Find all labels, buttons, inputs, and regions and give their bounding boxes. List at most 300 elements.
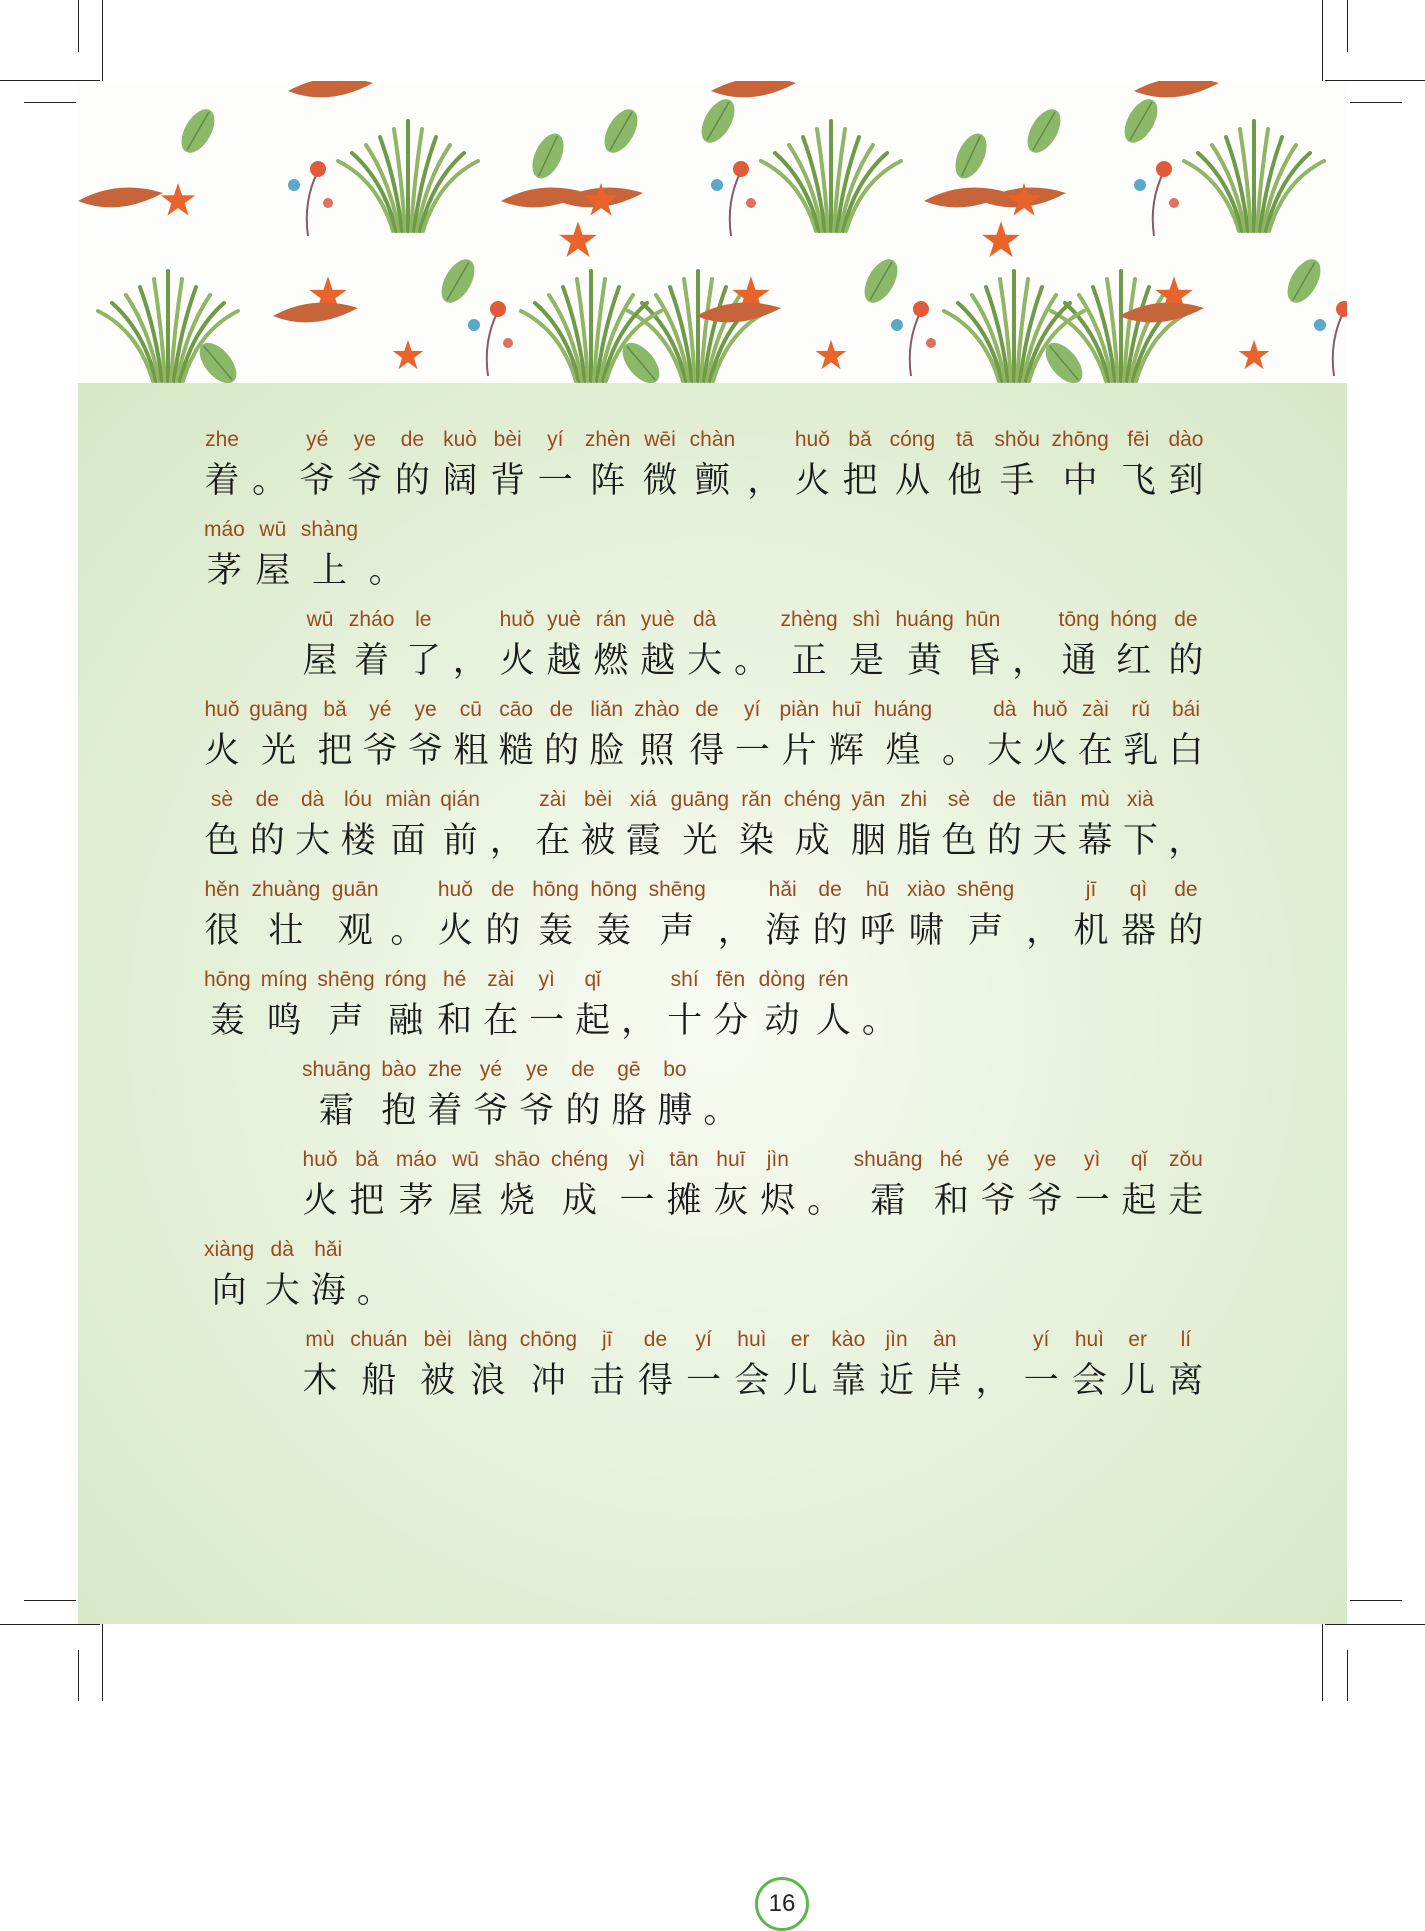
character-with-pinyin xyxy=(611,1057,647,1133)
blue-flower-icon xyxy=(1314,319,1326,331)
character-with-pinyin xyxy=(947,427,983,503)
hanzi: 胳 xyxy=(611,1091,647,1131)
character-with-pinyin xyxy=(734,697,770,773)
character-with-pinyin xyxy=(575,967,611,1043)
hanzi: 被 xyxy=(580,821,616,861)
character-with-pinyin xyxy=(261,967,308,1043)
pinyin: hōng xyxy=(204,968,251,991)
hanzi: 下 xyxy=(1122,821,1158,861)
character-with-pinyin xyxy=(1026,877,1062,953)
character-with-pinyin xyxy=(593,607,629,683)
character-with-pinyin xyxy=(1073,877,1109,953)
pinyin: bo xyxy=(663,1058,687,1081)
hanzi: 着 xyxy=(427,1091,463,1131)
red-flower-icon xyxy=(733,161,749,177)
hanzi: 阔 xyxy=(442,461,478,501)
character-with-pinyin xyxy=(448,1147,484,1223)
pinyin: huǒ xyxy=(1032,698,1068,721)
character-with-pinyin xyxy=(1032,697,1068,773)
hanzi: 中 xyxy=(1062,461,1098,501)
character-with-pinyin xyxy=(780,607,837,683)
pinyin: huáng xyxy=(895,608,954,631)
hanzi: 融 xyxy=(388,1001,424,1041)
text-line xyxy=(302,607,1204,683)
pinyin: shēng xyxy=(317,968,375,991)
pinyin: cāo xyxy=(499,698,534,721)
character-with-pinyin xyxy=(204,517,245,593)
character-with-pinyin xyxy=(830,1327,866,1403)
hanzi: ， xyxy=(1012,641,1048,681)
hanzi: 啸 xyxy=(908,911,944,951)
fallen-leaf-icon xyxy=(78,188,163,208)
character-with-pinyin xyxy=(390,877,426,953)
hanzi: 通 xyxy=(1061,641,1097,681)
character-with-pinyin xyxy=(1168,787,1204,863)
hanzi: 大 xyxy=(987,731,1023,771)
hanzi: 火 xyxy=(499,641,535,681)
hanzi: 光 xyxy=(260,731,296,771)
pinyin: lí xyxy=(1180,1328,1192,1351)
character-with-pinyin xyxy=(520,1327,577,1403)
maple-leaf-icon xyxy=(393,340,424,369)
hanzi: 烬 xyxy=(760,1181,796,1221)
character-with-pinyin xyxy=(394,427,430,503)
red-flower-icon xyxy=(1156,161,1172,177)
character-with-pinyin xyxy=(1052,427,1109,503)
pinyin: shēng xyxy=(956,878,1015,901)
character-with-pinyin xyxy=(760,1147,796,1223)
hanzi: 和 xyxy=(933,1181,969,1221)
flower-stem xyxy=(730,171,741,236)
blue-flower-icon xyxy=(1134,179,1146,191)
character-with-pinyin xyxy=(625,787,661,863)
hanzi: 爷 xyxy=(362,731,398,771)
hanzi: 爷 xyxy=(980,1181,1016,1221)
pinyin: huī xyxy=(831,698,862,721)
character-with-pinyin xyxy=(879,1327,915,1403)
pinyin: huǒ xyxy=(204,698,240,721)
character-with-pinyin xyxy=(302,1327,338,1403)
character-with-pinyin xyxy=(485,877,521,953)
fallen-leaf-icon xyxy=(711,81,796,97)
crop-mark xyxy=(24,102,76,103)
hanzi: 。 xyxy=(861,1001,897,1041)
pinyin: chōng xyxy=(519,1328,578,1351)
character-with-pinyin xyxy=(204,877,240,953)
character-with-pinyin xyxy=(1168,607,1204,683)
character-with-pinyin xyxy=(942,697,978,773)
flower-stem xyxy=(1333,311,1344,376)
hanzi: 的 xyxy=(1168,911,1204,951)
character-with-pinyin xyxy=(861,967,897,1043)
text-line xyxy=(302,1327,1204,1403)
pinyin: de xyxy=(1174,878,1198,901)
red-flower-icon xyxy=(490,301,506,317)
pinyin: hū xyxy=(865,878,890,901)
hanzi: 的 xyxy=(986,821,1022,861)
hanzi: 乳 xyxy=(1123,731,1159,771)
pinyin: shēng xyxy=(648,878,706,901)
character-with-pinyin xyxy=(299,427,335,503)
character-with-pinyin xyxy=(687,607,723,683)
text-line xyxy=(204,967,1204,1043)
character-with-pinyin xyxy=(543,697,579,773)
pinyin: rán xyxy=(595,608,627,631)
pinyin: guān xyxy=(331,878,379,901)
fallen-leaf-icon xyxy=(288,81,373,97)
character-with-pinyin xyxy=(1120,1327,1156,1403)
hanzi: 光 xyxy=(682,821,718,861)
hanzi: 正 xyxy=(791,641,827,681)
hanzi: 起 xyxy=(575,1001,611,1041)
hanzi: 上 xyxy=(311,551,347,591)
hanzi: 面 xyxy=(390,821,426,861)
maple-leaf-icon xyxy=(161,183,195,216)
hanzi: 糙 xyxy=(498,731,534,771)
pinyin: yān xyxy=(851,788,886,811)
hanzi: 的 xyxy=(565,1091,601,1131)
character-with-pinyin xyxy=(427,1057,463,1133)
character-with-pinyin xyxy=(734,1327,770,1403)
pinyin: yí xyxy=(1033,1328,1050,1351)
character-with-pinyin xyxy=(490,427,526,503)
crop-mark xyxy=(0,1624,100,1625)
character-with-pinyin xyxy=(310,1237,346,1313)
hanzi: 大 xyxy=(295,821,331,861)
hanzi: 呼 xyxy=(860,911,896,951)
character-with-pinyin xyxy=(987,697,1023,773)
character-with-pinyin xyxy=(784,787,841,863)
hanzi: 的 xyxy=(485,911,521,951)
text-line xyxy=(204,1237,1204,1313)
hanzi: 击 xyxy=(589,1361,625,1401)
pinyin: chuán xyxy=(350,1328,408,1351)
hanzi: 。 xyxy=(368,551,404,591)
red-flower-icon xyxy=(913,301,929,317)
character-with-pinyin xyxy=(483,967,519,1043)
hanzi: 会 xyxy=(1071,1361,1107,1401)
pinyin: qǐ xyxy=(1130,1148,1148,1171)
hanzi: 的 xyxy=(812,911,848,951)
hanzi: 前 xyxy=(442,821,478,861)
character-with-pinyin xyxy=(874,697,932,773)
hanzi: 摊 xyxy=(666,1181,702,1221)
character-with-pinyin xyxy=(396,1147,437,1223)
pinyin: jī xyxy=(1085,878,1097,901)
pinyin: xiàng xyxy=(204,1238,255,1261)
hanzi: 火 xyxy=(794,461,830,501)
hanzi: 燃 xyxy=(593,641,629,681)
hanzi: 屋 xyxy=(255,551,291,591)
hanzi: 很 xyxy=(204,911,240,951)
character-with-pinyin xyxy=(765,877,801,953)
character-with-pinyin xyxy=(362,697,398,773)
hanzi: 火 xyxy=(437,911,473,951)
maple-leaf-icon xyxy=(1239,340,1270,369)
maple-leaf-icon xyxy=(982,221,1020,257)
character-with-pinyin xyxy=(1077,787,1113,863)
pinyin: huì xyxy=(1074,1328,1105,1351)
hanzi: ， xyxy=(452,641,488,681)
character-with-pinyin xyxy=(986,787,1022,863)
character-with-pinyin xyxy=(204,427,240,503)
character-with-pinyin xyxy=(317,967,374,1043)
character-with-pinyin xyxy=(994,427,1040,503)
pinyin: qì xyxy=(1129,878,1148,901)
pinyin: huǒ xyxy=(437,878,473,901)
hanzi: 被 xyxy=(420,1361,456,1401)
red-flower-icon xyxy=(503,338,513,348)
hanzi: 越 xyxy=(546,641,582,681)
character-with-pinyin xyxy=(590,877,637,953)
crop-mark xyxy=(1347,0,1348,52)
character-with-pinyin xyxy=(532,877,579,953)
character-with-pinyin xyxy=(637,1327,673,1403)
hanzi: 起 xyxy=(1121,1181,1157,1221)
character-with-pinyin xyxy=(815,967,851,1043)
pinyin: bǎ xyxy=(848,428,872,451)
character-with-pinyin xyxy=(890,427,936,503)
pinyin: hóng xyxy=(1110,608,1158,631)
character-with-pinyin xyxy=(717,877,753,953)
hanzi: ， xyxy=(717,911,753,951)
red-flower-icon xyxy=(1169,198,1179,208)
character-with-pinyin xyxy=(1168,877,1204,953)
hanzi: 从 xyxy=(894,461,930,501)
character-with-pinyin xyxy=(738,787,774,863)
character-with-pinyin xyxy=(1027,1147,1063,1223)
hanzi: 一 xyxy=(686,1361,722,1401)
pinyin: tiān xyxy=(1032,788,1067,811)
character-with-pinyin xyxy=(860,877,896,953)
pinyin: chàn xyxy=(689,428,736,451)
character-with-pinyin xyxy=(649,877,706,953)
character-with-pinyin xyxy=(1168,697,1204,773)
hanzi: 得 xyxy=(689,731,725,771)
red-flower-icon xyxy=(926,338,936,348)
hanzi: 分 xyxy=(713,1001,749,1041)
pinyin: huáng xyxy=(873,698,933,721)
hanzi: 机 xyxy=(1073,911,1109,951)
hanzi: 色 xyxy=(941,821,977,861)
pinyin: huǒ xyxy=(794,428,830,451)
hanzi: 海 xyxy=(310,1271,346,1311)
hanzi: 楼 xyxy=(340,821,376,861)
character-with-pinyin xyxy=(535,787,571,863)
leaves-and-grass-pattern xyxy=(78,81,1347,383)
pinyin: ye xyxy=(353,428,376,451)
hanzi: 轰 xyxy=(596,911,632,951)
hanzi: 爷 xyxy=(299,461,335,501)
character-with-pinyin xyxy=(807,1147,843,1223)
pinyin: tōng xyxy=(1058,608,1100,631)
character-with-pinyin xyxy=(204,1237,254,1313)
character-with-pinyin xyxy=(1032,787,1068,863)
pinyin: de xyxy=(491,878,515,901)
pinyin: yé xyxy=(987,1148,1010,1171)
character-with-pinyin xyxy=(519,1057,555,1133)
pinyin: hěn xyxy=(204,878,240,901)
blue-flower-icon xyxy=(891,319,903,331)
pinyin: zhe xyxy=(205,428,239,451)
hanzi: ， xyxy=(1026,911,1062,951)
character-with-pinyin xyxy=(589,1327,625,1403)
hanzi: 茅 xyxy=(206,551,242,591)
hanzi: ， xyxy=(975,1361,1011,1401)
hanzi: 爷 xyxy=(1027,1181,1063,1221)
hanzi: 是 xyxy=(849,641,885,681)
hanzi: 到 xyxy=(1168,461,1204,501)
pinyin: de xyxy=(1174,608,1198,631)
pinyin: lóu xyxy=(344,788,373,811)
pinyin: yì xyxy=(628,1148,646,1171)
pinyin: zài xyxy=(539,788,567,811)
character-with-pinyin xyxy=(703,1057,739,1133)
text-line xyxy=(302,1147,1204,1223)
character-with-pinyin xyxy=(690,427,736,503)
character-with-pinyin xyxy=(640,607,676,683)
hanzi: 岸 xyxy=(927,1361,963,1401)
hanzi: 着 xyxy=(354,641,390,681)
character-with-pinyin xyxy=(537,427,573,503)
text-line xyxy=(204,697,1204,773)
hanzi: 他 xyxy=(947,461,983,501)
hanzi: 。 xyxy=(252,461,288,501)
pinyin: de xyxy=(549,698,574,721)
character-with-pinyin xyxy=(498,697,534,773)
crop-mark xyxy=(1325,1624,1425,1625)
character-with-pinyin xyxy=(713,1147,749,1223)
hanzi: 霜 xyxy=(870,1181,906,1221)
character-with-pinyin xyxy=(667,967,703,1043)
pinyin: tā xyxy=(956,428,974,451)
hanzi: 脸 xyxy=(589,731,625,771)
pinyin: fēn xyxy=(716,968,746,991)
pinyin: zài xyxy=(1081,698,1109,721)
page-number: 16 xyxy=(755,1877,809,1931)
pinyin: yì xyxy=(538,968,555,991)
pinyin: wēi xyxy=(644,428,676,451)
hanzi: 辉 xyxy=(829,731,865,771)
character-with-pinyin xyxy=(302,1057,371,1133)
character-with-pinyin xyxy=(1168,427,1204,503)
character-with-pinyin xyxy=(442,427,478,503)
character-with-pinyin xyxy=(1122,787,1158,863)
character-with-pinyin xyxy=(546,607,582,683)
pinyin: fēi xyxy=(1127,428,1150,451)
character-with-pinyin xyxy=(252,427,288,503)
pinyin: zhèn xyxy=(584,428,631,451)
hanzi: 。 xyxy=(734,641,770,681)
character-with-pinyin xyxy=(1121,1147,1157,1223)
flower-stem xyxy=(1153,171,1164,236)
character-with-pinyin xyxy=(251,877,320,953)
pinyin: qián xyxy=(440,788,480,811)
pinyin: rǎn xyxy=(741,788,772,811)
red-flower-icon xyxy=(310,161,326,177)
character-with-pinyin xyxy=(713,967,749,1043)
crop-mark xyxy=(24,1600,76,1601)
character-with-pinyin xyxy=(812,877,848,953)
character-with-pinyin xyxy=(1123,697,1159,773)
hanzi: 飞 xyxy=(1120,461,1156,501)
pinyin: bèi xyxy=(493,428,522,451)
pinyin: yuè xyxy=(547,608,581,631)
pinyin: chéng xyxy=(550,1148,609,1171)
hanzi: 儿 xyxy=(782,1361,818,1401)
hanzi: 会 xyxy=(734,1361,770,1401)
red-flower-icon xyxy=(323,198,333,208)
pinyin: ye xyxy=(414,698,437,721)
character-with-pinyin xyxy=(1120,877,1156,953)
blue-flower-icon xyxy=(711,179,723,191)
text-line xyxy=(302,1057,1204,1133)
pinyin: hūn xyxy=(965,608,1001,631)
pinyin: hǎi xyxy=(768,878,797,901)
pinyin: shāo xyxy=(494,1148,541,1171)
pinyin: liǎn xyxy=(590,698,624,721)
hanzi: 海 xyxy=(765,911,801,951)
hanzi: 黄 xyxy=(907,641,943,681)
pinyin: zài xyxy=(487,968,515,991)
hanzi: 得 xyxy=(637,1361,673,1401)
pinyin: hé xyxy=(442,968,467,991)
character-with-pinyin xyxy=(408,697,444,773)
pinyin: er xyxy=(790,1328,810,1351)
character-with-pinyin xyxy=(634,697,680,773)
pinyin: zháo xyxy=(348,608,395,631)
pinyin: zǒu xyxy=(1169,1148,1203,1171)
hanzi: 成 xyxy=(794,821,830,861)
hanzi: 颤 xyxy=(694,461,730,501)
hanzi: 灰 xyxy=(713,1181,749,1221)
pinyin: bǎ xyxy=(323,698,347,721)
hanzi: 。 xyxy=(390,911,426,951)
character-with-pinyin xyxy=(941,787,977,863)
pinyin: jìn xyxy=(885,1328,908,1351)
character-with-pinyin xyxy=(529,967,565,1043)
character-with-pinyin xyxy=(473,1057,509,1133)
crop-mark xyxy=(1350,102,1402,103)
pinyin: cóng xyxy=(889,428,936,451)
pinyin: shàng xyxy=(300,518,359,541)
hanzi: 爷 xyxy=(347,461,383,501)
character-with-pinyin xyxy=(1059,607,1100,683)
hanzi: 和 xyxy=(437,1001,473,1041)
pinyin: bèi xyxy=(583,788,612,811)
pinyin: dòng xyxy=(758,968,806,991)
hanzi: 壮 xyxy=(268,911,304,951)
hanzi: 一 xyxy=(1023,1361,1059,1401)
hanzi: 红 xyxy=(1116,641,1152,681)
hanzi: ， xyxy=(747,461,783,501)
pinyin: yì xyxy=(1083,1148,1101,1171)
character-with-pinyin xyxy=(747,427,783,503)
pinyin: ye xyxy=(525,1058,548,1081)
character-with-pinyin xyxy=(927,1327,963,1403)
text-line xyxy=(204,427,1204,503)
character-with-pinyin xyxy=(980,1147,1016,1223)
pinyin: de xyxy=(400,428,425,451)
pinyin: mù xyxy=(1080,788,1110,811)
fallen-leaf-icon xyxy=(1134,81,1219,97)
pinyin: shì xyxy=(852,608,881,631)
character-with-pinyin xyxy=(782,1327,818,1403)
hanzi: 的 xyxy=(543,731,579,771)
pinyin: bèi xyxy=(423,1328,452,1351)
character-with-pinyin xyxy=(957,877,1014,953)
maple-leaf-icon xyxy=(559,221,597,257)
